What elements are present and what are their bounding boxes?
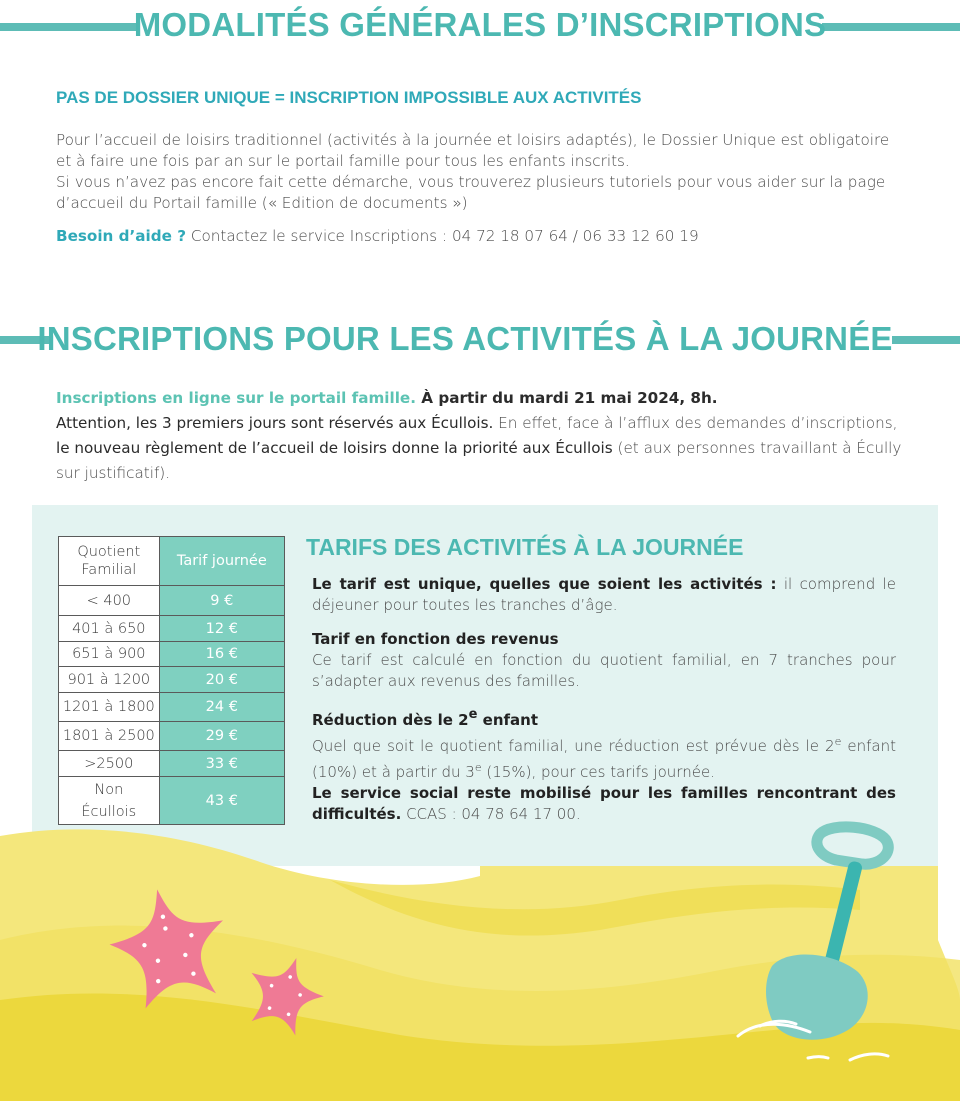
help-contact: Contactez le service Inscriptions : 04 72 18 07 64 / 06 33 12 60 19 (186, 227, 699, 245)
attention-rest: En effet, face à l’afflux des demandes d’inscriptions, (493, 414, 898, 432)
para2-line1: Si vous n’avez pas encore fait cette démarche, vous trouverez plusieurs tutoriels pour vous aider sur la page (56, 173, 886, 191)
inscriptions-line4: sur justificatif). (56, 464, 171, 482)
inscriptions-line2 (56, 411, 926, 436)
reduction-label: Réduction dès le 2e enfant (312, 707, 538, 729)
dossier-unique-warning: PAS DE DOSSIER UNIQUE = INSCRIPTION IMPOSSIBLE AUX ACTIVITÉS (56, 88, 642, 107)
reduction-block (312, 704, 896, 783)
header-tarif: Tarif journée (159, 537, 284, 586)
table-row: Non Écullois 43 € (59, 777, 285, 825)
tarif-unique-text: Le tarif est unique, quelles que soient les activités : il comprend le déjeuner pour toutes les tranches d’âge. (312, 575, 896, 614)
section2-title: INSCRIPTIONS POUR LES ACTIVITÉS À LA JOURNÉE (37, 320, 893, 357)
priority-rest: (et aux personnes travaillant à Écully (612, 439, 902, 457)
para2-line2: d’accueil du Portail famille (« Edition de documents ») (56, 194, 468, 212)
help-label: Besoin d’aide ? (56, 227, 187, 245)
tarif-revenus-text: Ce tarif est calculé en fonction du quotient familial, en 7 tranches pour s’adapter aux revenus des familles. (312, 651, 896, 690)
start-date-text: À partir du mardi 21 mai 2024, 8h. (416, 389, 718, 407)
table-row: >2500 33 € (59, 751, 285, 777)
tarifs-table (58, 536, 285, 825)
attention-text: Attention, les 3 premiers jours sont réservés aux Écullois. (56, 414, 494, 432)
inscriptions-line3 (56, 436, 926, 461)
table-row: 1801 à 2500 29 € (59, 722, 285, 751)
table-row: 901 à 1200 20 € (59, 667, 285, 693)
service-social-text: Le service social reste mobilisé pour les familles rencontrant des difficultés. CCAS : 04 78 64 17 00. (312, 784, 896, 823)
tarif-revenus-label: Tarif en fonction des revenus (312, 630, 559, 648)
online-inscription-text: Inscriptions en ligne sur le portail famille. (56, 389, 416, 407)
table-row: < 400 9 € (59, 586, 285, 616)
tarif-revenus-block (312, 629, 896, 692)
header-quotient: Quotient Familial (59, 537, 160, 586)
reduction-text: Quel que soit le quotient familial, une réduction est prévue dès le 2e enfant (10%) et à partir du 3e (15%), pour ces tarifs journée. (312, 735, 896, 781)
dossier-paragraph (56, 130, 926, 214)
tarifs-title: TARIFS DES ACTIVITÉS À LA JOURNÉE (306, 534, 744, 560)
priority-text: le nouveau règlement de l’accueil de loisirs donne la priorité aux Écullois (56, 439, 613, 457)
inscriptions-paragraph (56, 386, 926, 486)
non-ecullois-cell: Non Écullois (59, 777, 160, 825)
table-row: 651 à 900 16 € (59, 642, 285, 667)
section1-title: MODALITÉS GÉNÉRALES D’INSCRIPTIONS (133, 6, 827, 43)
para1-line1: Pour l’accueil de loisirs traditionnel (activités à la journée et loisirs adaptés), le Dossier Unique est obligatoire (56, 131, 890, 149)
table-header-row (59, 537, 285, 586)
table-row: 1201 à 1800 24 € (59, 693, 285, 722)
table-row: 401 à 650 12 € (59, 616, 285, 642)
beach-illustration (0, 820, 960, 1101)
help-line (56, 226, 926, 247)
inscriptions-line1 (56, 386, 926, 411)
para1-line2: et à faire une fois par an sur le portail famille pour tous les enfants inscrits. (56, 152, 630, 170)
